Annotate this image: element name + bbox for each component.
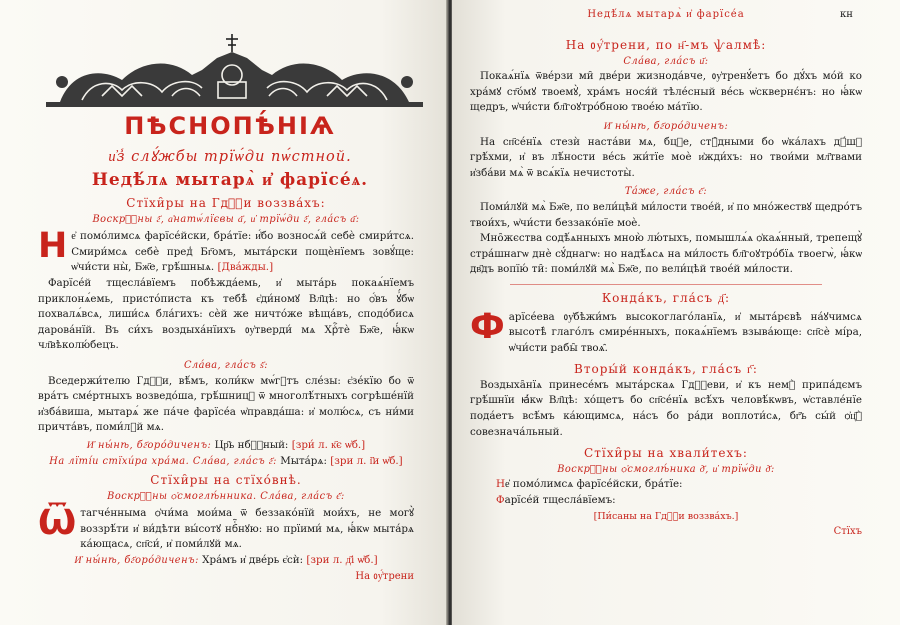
sticheron-1 [38, 226, 414, 276]
drop-letter: Н [496, 478, 505, 491]
litia-label: На лїті́и стїхи́ра хра́ма. Сла́ва, гла́съ г҃: [49, 455, 277, 467]
sticheron-2 [38, 276, 414, 354]
running-head: Недѣ́лѧ мытарѧ̀ и҆ фарїсе́а [587, 9, 745, 20]
and-now-text: Цр҃ь нбⷭ҇ный: [214, 438, 289, 451]
glory-tone-6: Сла́ва, гла́съ ѕ҃: [183, 359, 269, 371]
sticheron-1-text: е҆ помо́лимсѧ фарїсе́йски, бра́тїе: и҆́бо возносѧ́й себѐ смири́тсѧ. Смири́мсѧ себѐ пред̾ Бг҃омъ, мыта́рски пощѐнїемъ зовꙋ́ще: ѡ҆чи́сти ны̀, Бж҃е, грѣ́шныѧ. [71, 230, 414, 274]
aposticha-heading: Стїхи̑ры на стїхо́внѣ. [150, 473, 302, 488]
drop-letter: Ф [496, 494, 505, 507]
sticheron-2-text: Фарїсе́й тщесла́вїемъ побѣжда́емь, и҆ мыта́рь покаѧ́нїемъ приклонѧ́емь, присто́писта къ тебѣ̀ є҆ди́номꙋ Вл҃цѣ: но ѻ҆́въ ꙋ҆́бѡ похвалѧ́всѧ, лиши́сѧ бла́гихъ: сѐй же ничто́же вѣща́въ, сподо́бисѧ дарова́нїй. Въ си́хъ воздыха́нїихъ ᲂу҆тверди́ мѧ Хрⷭ҇тѐ Бж҃е, ꙗ҆́кѡ чл҃вѣколю́бецъ. [38, 276, 414, 352]
matins-heading: На ᲂу҆́трени, по н҃-мъ ѱалмѣ̀: [565, 38, 767, 52]
litia-line [38, 454, 414, 470]
and-now-label: И҆ ны́нѣ, бг҃оро́диченъ: [603, 120, 729, 132]
sticheron-3-text: Вседержи́телю Гдⷭ҇и, вѣ́мъ, коли́кѡ мѡ́гꙋтъ сле́зы: є҆зе́кїю бо ѿ вра́тъ сме́ртныхъ возведо́ша, грѣ́шницꙋ ѿ многолѣ́тныхъ согрѣше́нїй и҆зба́виша, мытарѧ́ же па́че фарїсе́а ѡ҆правда́ша: и҆ молю́сѧ, съ ни́ми причта́въ, поми́лꙋй мѧ. [38, 374, 414, 434]
troparion-4-text: Мно̑жєства содѣ́ѧнныхъ мною̀ лю́тыхъ, помышлѧ́ѧ ѻ҆каѧ́нный, трепещꙋ̀ стра́шнагѡ днѐ сꙋ́днагѡ: но надѣ́ѧсѧ на ми́лость бл҃гоꙋтро́бїѧ твоегѡ̀, ꙗ҆́кѡ дв҃дъ вопїю́ ти̑: поми́лꙋй мѧ̀ Бж҃е, по вели́цѣй твое́й ми́лости. [470, 232, 862, 276]
aposticha-subheading: Воскрⷭ҇ны ѻ҆смоглѣ́нника. Сла́ва, гла́съ є҃: [107, 490, 345, 502]
sticheron-4 [38, 503, 414, 553]
week-title: Недѣ́лѧ мытарѧ̀ и҆ фарїсе́ѧ. [91, 170, 369, 190]
repeat-tag: [Два́жды.] [217, 261, 274, 274]
litia-text: Мыта́рѧ: [280, 454, 327, 467]
stichera-lord-subheading: Воскрⷭ҇ны г҃, а҆натѡ́лїєвы а҃, и҆ трїѡ́ди г҃, гла́съ а҃: [92, 213, 360, 225]
kontakion-text: арїсе́ева ᲂу҆бѣжи́мъ высокоглаго́ланїѧ, и҆ мыта́рєвѣ на́ꙋчимсѧ высотѣ̀ глаго́лъ смире́нныхъ, покаѧ́нїемъ взыва́юще: сп҃сѐ мі́ра, ѡ҆чи́сти рабы̑ твоѧ̑. [508, 310, 862, 354]
troparion-1-text: Покаѧ́нїѧ ѿве́рзи ми̑ две́ри жизнода́вче, ᲂу҆тренꙋ́етъ бо дꙋ́хъ мо́й ко хра́мꙋ ст҃о́мꙋ твоемꙋ̀, хра́мъ нося́й тѣле́сный ве́сь ѡ҆сквернє́нъ: но ꙗ҆́кѡ щедръ, ѡ҆чи́сти бл҃гоꙋтро́бною твое́ю ма́тїю. [470, 70, 862, 114]
drop-cap: Н [38, 226, 68, 267]
praises-line-2 [470, 493, 862, 509]
right-text-column [470, 38, 862, 540]
and-now-2-label: И҆ ны́нѣ, бг҃оро́диченъ: [74, 555, 199, 567]
catchword-left: На ᲂу҆́трени [355, 570, 414, 582]
praises-line-1-text: е҆ помо́лимсѧ фарїсе́йски, бра́тїе: [504, 478, 683, 491]
kontakion-heading: Конда́къ, гла́съ д҃: [601, 290, 731, 305]
theotokion-line-2 [38, 553, 414, 569]
drop-cap: Ѿ [38, 503, 77, 544]
praises-subheading: Воскрⷭ҇ны ѻ҆смоглѣ́ника д҃, и҆ трїѡ́ди д҃: [557, 463, 775, 475]
and-now-2-text: Хра́мъ и҆ две́рь є҆сѝ: [202, 554, 304, 567]
left-text-column [38, 196, 414, 584]
praises-line-1 [470, 477, 862, 493]
same-tone-5: Та́же, гла́съ є҃: [624, 186, 708, 198]
and-now-ref: [зри́ л. к҃є ѡ҆б.] [291, 438, 366, 451]
litia-ref: [зри л. і҃и ѡ҆б.] [330, 454, 403, 467]
reference-note: [Пи́саны на Гдⷭ҇и воззва́хъ.] [593, 510, 739, 522]
praises-line-2-text: арїсе́й тщесла́вїемъ: [504, 494, 616, 507]
catchword-right: Стїхъ [833, 526, 862, 538]
page-number: кн [840, 9, 853, 20]
headpiece-ornament [42, 30, 427, 108]
glory-tone-8: Сла́ва, гла́съ и҃: [623, 55, 709, 67]
troparion-2 [470, 135, 862, 182]
sticheron-3 [38, 374, 414, 436]
and-now-label: И҆ ны́нѣ, бг҃оро́диченъ: [86, 439, 212, 451]
troparion-1 [470, 69, 862, 116]
left-page [0, 0, 448, 625]
troparion-2-text: На сп҃се́нїѧ стезѝ наста́ви мѧ, бцⷣе, стꙋ̑дными бо ѡ҆ка́лахъ дꙋ́шꙋ грѣ́хми, и҆ въ лѣ́ности ве́сь жи́тїе моѐ и҆жди́хъ: но твои́ми мл҃твами и҆зба́ви мѧ̀ ѿ всѧ́кїѧ нечистоты̀. [470, 135, 862, 179]
troparion-3-text: Поми́лꙋй мѧ̀ Бж҃е, по вели́цѣй ми́лости твое́й, и҆ по мно́жествꙋ щедро́тъ твои́хъ, ѡ҆чи́сти беззако́нїе моѐ. [470, 200, 862, 229]
page-title: ПѢСНОПѢ́НІѦ [124, 112, 336, 140]
kontakion [470, 306, 862, 357]
second-kontakion-heading: Вторы́й конда́къ, гла́съ г҃: [574, 362, 758, 377]
and-now-2-ref: [зри л. д҃і ѡ҆б.] [306, 554, 378, 567]
troparion-4 [470, 231, 862, 278]
page-subtitle: и҆з̾ слꙋ́жбы трїѡ́ди пѡ́стной. [108, 149, 352, 165]
second-kontakion [470, 378, 862, 440]
drop-cap: Ф [470, 306, 505, 347]
divider [510, 284, 822, 285]
theotokion-line [38, 438, 414, 454]
sticheron-4-text: тагче́нныма ѻ҆чи́ма мои́ма ѿ беззако́нїй мои́хъ, не могꙋ̀ воззрѣ́ти и҆ ви́дѣти вы́сотꙋ нбⷭ҇нꙋю: но прїими́ мѧ, ꙗ҆́кѡ мыта́рѧ ка́ющасѧ, сп҃си́, и҆ поми́лꙋй мѧ. [80, 507, 414, 551]
praises-heading: Стїхи̑ры на хвали́техъ: [584, 446, 748, 461]
second-kontakion-text: Воздыха̑нїѧ принесе́мъ мыта́рскаѧ Гдⷭ҇еви, и҆ къ немꙋ̀ припа́дємъ грѣ́шнїи ꙗ҆́кѡ Вл҃цѣ: хо́щетъ бо сп҃се́нїѧ всѣ́хъ человѣ́кѡвъ, ѡ҆ставле́нїе пода́етъ всѣ́мъ ка́ющимсѧ, на́съ бо ра́ди воплоти́сѧ, бг҃ъ сы́й ѻ҆ц҃ꙋ̀ совезнача́льный. [470, 378, 862, 438]
troparion-3 [470, 200, 862, 231]
stichera-lord-heading: Стїхи̑ры на Гдⷭ҇и воззва́хъ: [126, 196, 326, 210]
